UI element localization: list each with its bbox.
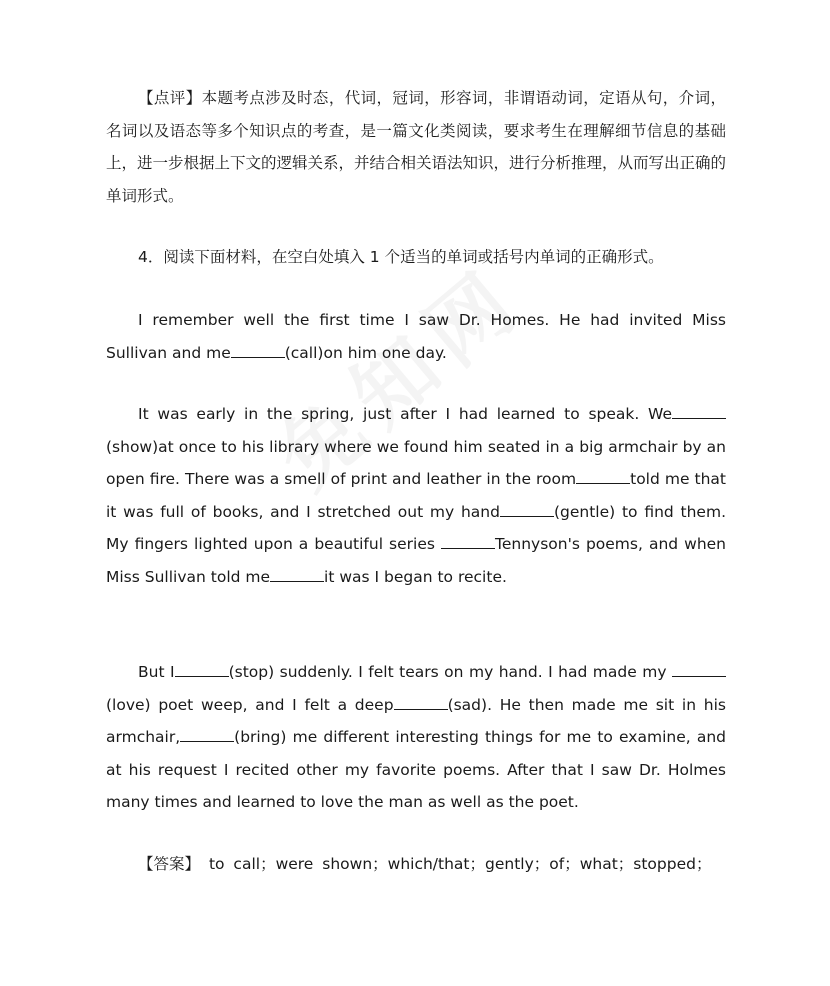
passage-text: (love) poet weep, and I felt a deep (106, 695, 394, 714)
answer-blank[interactable] (441, 534, 495, 549)
answer-blank[interactable] (672, 404, 726, 419)
passage-text: (gentle) to find them. My fingers lighted upon a beautiful series (106, 502, 726, 553)
answer-blank[interactable] (270, 567, 324, 582)
answer-blank[interactable] (576, 469, 630, 484)
passage-paragraph-3 (106, 656, 726, 819)
passage-paragraph-1 (106, 304, 726, 369)
question-instruction: 阅读下面材料，在空白处填入 1 个适当的单词或括号内单词的正确形式。 (163, 248, 664, 266)
question-number: 4． (138, 248, 164, 266)
answer-blank[interactable] (180, 727, 234, 742)
answer-text: to call；were shown；which/that；gently；of；what；stopped； (200, 855, 712, 873)
passage-text: But I (138, 663, 175, 681)
passage-text: Tennyson's poems, and when Miss Sullivan told me (106, 535, 726, 586)
passage-text: (show)at once to his library where we found him seated in a big armchair by an open fire. There was a smell of print and leather in the room (106, 437, 726, 488)
comment-text: 本题考点涉及时态，代词，冠词，形容词，非谓语动词，定语从句，介词，名词以及语态等多个知识点的考查，是一篇文化类阅读，要求考生在理解细节信息的基础上，进一步根据上下文的逻辑关系，并结合相关语法知识，进行分析推理，从而写出正确的单词形式。 (106, 89, 727, 205)
passage-text: (stop) suddenly. I felt tears on my hand. I had made my (228, 663, 667, 681)
passage-text: it was I began to recite. (324, 567, 507, 586)
passage-text: (sad). He then made me sit in his armchair, (106, 695, 727, 746)
passage-text: I remember well the first time I saw Dr. Homes. He had invited Miss Sullivan and me (106, 311, 726, 362)
passage-text: told me that it was full of books, and I stretched out my hand (106, 470, 727, 521)
answer-paragraph (106, 848, 726, 881)
question-heading (106, 241, 726, 274)
answer-blank[interactable] (500, 502, 554, 517)
answer-blank[interactable] (672, 662, 726, 677)
answer-label: 【答案】 (138, 855, 201, 873)
passage-text: It was early in the spring, just after I had learned to speak. We (138, 405, 672, 423)
passage-paragraph-2 (106, 398, 726, 593)
passage-text: (bring) me different interesting things for me to examine, and at his request I recited other my favorite poems. After that I saw Dr. Holmes many times and learned to love the man as well as the poet. (106, 728, 726, 811)
answer-blank[interactable] (175, 662, 229, 677)
comment-label: 【点评】 (138, 89, 202, 107)
answer-blank[interactable] (231, 343, 285, 358)
passage-text: (call)on him one day. (284, 343, 447, 362)
answer-blank[interactable] (394, 695, 448, 710)
comment-paragraph (106, 82, 726, 212)
